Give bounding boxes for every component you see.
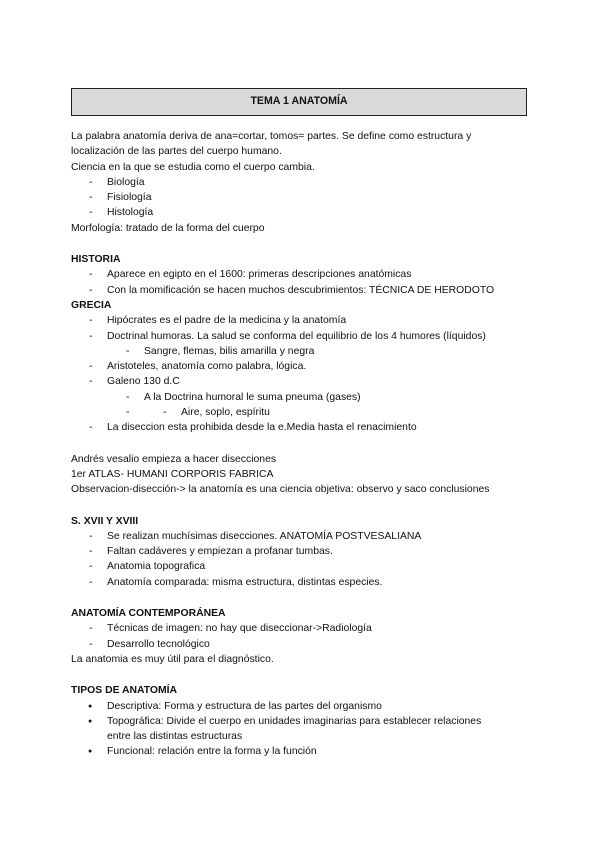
- vesalio-line: Andrés vesalio empieza a hacer disecciones: [71, 453, 277, 465]
- tipos-item-continuation: entre las distintas estructuras: [107, 731, 243, 743]
- grecia-item: - Hipócrates es el padre de la medicina y la anatomía: [71, 313, 531, 328]
- intro-paragraph-2: Ciencia en la que se estudia como el cuerpo cambia.: [71, 161, 315, 173]
- contemporanea-heading: ANATOMÍA CONTEMPORÁNEA: [71, 608, 226, 620]
- page-title: TEMA 1 ANATOMÍA: [71, 88, 527, 116]
- historia-item: - Aparece en egipto en el 1600: primeras descripciones anatómicas: [71, 267, 531, 282]
- historia-item: - Con la momificación se hacen muchos descubrimientos: TÉCNICA DE HERODOTO: [71, 283, 531, 298]
- tipos-item: ● Descriptiva: Forma y estructura de las partes del organismo: [71, 699, 531, 714]
- morfologia-line: Morfología: tratado de la forma del cuerpo: [71, 222, 265, 234]
- sxvii-item: - Anatomía comparada: misma estructura, distintas especies.: [71, 575, 531, 590]
- grecia-subitem: - Sangre, flemas, bilis amarilla y negra: [71, 344, 531, 359]
- grecia-item: - Aristoteles, anatomía como palabra, lógica.: [71, 359, 531, 374]
- document-body: [71, 129, 531, 760]
- contemporanea-item: - Técnicas de imagen: no hay que diseccionar->Radiología: [71, 621, 531, 636]
- grecia-subsubitem-text: Aire, soplo, espíritu: [181, 407, 270, 419]
- list-item-histologia: - Histología: [71, 205, 531, 220]
- historia-heading: HISTORIA: [71, 254, 121, 266]
- tipos-item: [71, 714, 531, 745]
- vesalio-line: 1er ATLAS- HUMANI CORPORIS FABRICA: [71, 468, 274, 480]
- grecia-subsubitem: - - Aire, soplo, espíritu: [71, 405, 531, 420]
- list-item-biologia: - Biología: [71, 175, 531, 190]
- contemporanea-after: La anatomia es muy útil para el diagnóstico.: [71, 653, 274, 665]
- contemporanea-item: - Desarrollo tecnológico: [71, 637, 531, 652]
- vesalio-line: Observacion-disección-> la anatomía es una ciencia objetiva: observo y saco conclusiones: [71, 484, 490, 496]
- sxvii-item: - Se realizan muchísimas disecciones. ANATOMÍA POSTVESALIANA: [71, 529, 531, 544]
- intro-paragraph-line-2: localización de las partes del cuerpo humano.: [71, 146, 282, 158]
- sxvii-item: - Anatomia topografica: [71, 559, 531, 574]
- tipos-item-text: ● Topográfica: Divide el cuerpo en unidades imaginarias para establecer relaciones: [107, 715, 482, 727]
- sxvii-heading: S. XVII Y XVIII: [71, 515, 139, 527]
- tipos-item: ● Funcional: relación entre la forma y la función: [71, 744, 531, 759]
- tipos-heading: TIPOS DE ANATOMÍA: [71, 685, 178, 697]
- grecia-item: - Galeno 130 d.C: [71, 374, 531, 389]
- grecia-item: - La diseccion esta prohibida desde la e.Media hasta el renacimiento: [71, 420, 531, 435]
- grecia-subitem: - A la Doctrina humoral le suma pneuma (gases): [71, 390, 531, 405]
- grecia-item: - Doctrinal humoras. La salud se conforma del equilibrio de los 4 humores (líquidos): [71, 329, 531, 344]
- grecia-heading: GRECIA: [71, 299, 112, 311]
- intro-paragraph-line-1: La palabra anatomía deriva de ana=cortar, tomos= partes. Se define como estructura y: [71, 131, 472, 142]
- list-item-fisiologia: - Fisiología: [71, 190, 531, 205]
- sxvii-item: - Faltan cadáveres y empiezan a profanar tumbas.: [71, 544, 531, 559]
